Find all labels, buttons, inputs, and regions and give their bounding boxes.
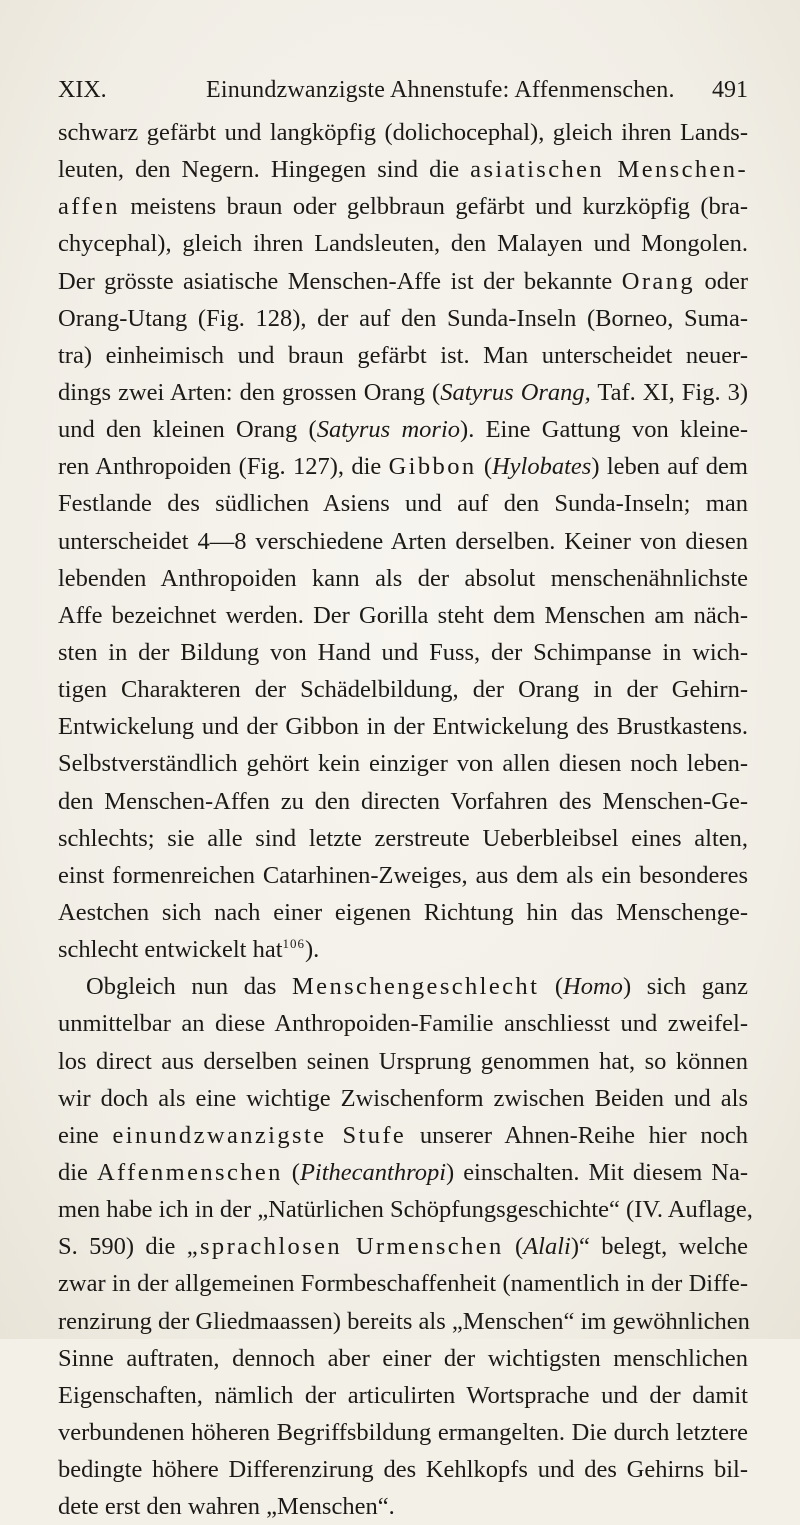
text-line: Obgleich nun das Menschengeschlecht (Homo) sich ganz bbox=[86, 973, 748, 1001]
text-line: bedingte höhere Differenzirung des Kehlkopfs und des Gehirns bil- bbox=[58, 1456, 748, 1484]
spaced-term: Orang bbox=[621, 267, 695, 295]
text-line: dete erst den wahren „Menschen“. bbox=[58, 1493, 395, 1521]
text-line: wir doch als eine wichtige Zwischenform zwischen Beiden und als bbox=[58, 1084, 748, 1112]
text-line: zwar in der allgemeinen Formbeschaffenheit (namentlich in der Diffe- bbox=[58, 1270, 748, 1298]
text-line: lebenden Anthropoiden kann als der absolut menschenähnlichste bbox=[58, 564, 748, 592]
text-line: eine einundzwanzigste Stufe unserer Ahnen-Reihe hier noch bbox=[58, 1121, 749, 1149]
text-line: unmittelbar an diese Anthropoiden-Familie anschliesst und zweifel- bbox=[58, 1010, 748, 1038]
text-line: leuten, den Negern. Hingegen sind die asiatischen Menschen- bbox=[58, 156, 749, 184]
species-name: Satyrus Orang, bbox=[440, 378, 591, 406]
text-line: ren Anthropoiden (Fig. 127), die Gibbon (Hylobates) leben auf dem bbox=[58, 453, 748, 481]
section-number: XIX. bbox=[58, 77, 107, 103]
page-number: 491 bbox=[712, 77, 748, 103]
spaced-term: asiatischen Menschen- bbox=[470, 156, 749, 184]
spaced-term: Affenmenschen bbox=[96, 1158, 283, 1186]
text-line: Entwickelung und der Gibbon in der Entwickelung des Brustkastens. bbox=[58, 713, 748, 741]
text-line: Eigenschaften, nämlich der articulirten Wortsprache und der damit bbox=[58, 1381, 748, 1409]
body-text bbox=[58, 114, 753, 1525]
text-line: tigen Charakteren der Schädelbildung, der Orang in der Gehirn- bbox=[58, 676, 748, 704]
spaced-term: „sprachlosen Urmenschen bbox=[186, 1233, 504, 1261]
running-header bbox=[58, 73, 748, 107]
text-line: S. 590) die „sprachlosen Urmenschen (Alali)“ belegt, welche bbox=[58, 1233, 748, 1261]
genus-name: Alali bbox=[523, 1233, 571, 1261]
text-line: dings zwei Arten: den grossen Orang (Satyrus Orang, Taf. XI, Fig. 3) bbox=[58, 378, 748, 406]
text-line: schlechts; sie alle sind letzte zerstreute Ueberbleibsel eines alten, bbox=[58, 824, 748, 852]
text-line: Der grösste asiatische Menschen-Affe ist der bekannte Orang oder bbox=[58, 267, 749, 295]
running-title: Einundzwanzigste Ahnenstufe: Affenmenschen. bbox=[206, 77, 675, 103]
footnote-ref: 106 bbox=[282, 936, 305, 952]
text-line: renzirung der Gliedmaassen) bereits als „Menschen“ im gewöhnlichen bbox=[58, 1307, 750, 1335]
text-line: Affe bezeichnet werden. Der Gorilla steht dem Menschen am näch- bbox=[58, 601, 748, 629]
text-line: Orang-Utang (Fig. 128), der auf den Sunda-Inseln (Borneo, Suma- bbox=[58, 304, 748, 332]
text-line: den Menschen-Affen zu den directen Vorfahren des Menschen-Ge- bbox=[58, 787, 748, 815]
text-line: Sinne auftraten, dennoch aber einer der wichtigsten menschlichen bbox=[58, 1344, 748, 1372]
text-line: einst formenreichen Catarhinen-Zweiges, aus dem als ein besonderes bbox=[58, 861, 748, 889]
spaced-term: Menschengeschlecht bbox=[292, 973, 540, 1001]
text-line: tra) einheimisch und braun gefärbt ist. Man unterscheidet neuer- bbox=[58, 341, 748, 369]
text-line: affen meistens braun oder gelbbraun gefärbt und kurzköpfig (bra- bbox=[58, 193, 748, 221]
text-line: unterscheidet 4—8 verschiedene Arten derselben. Keiner von diesen bbox=[58, 527, 748, 555]
text-line: verbundenen höheren Begriffsbildung ermangelten. Die durch letztere bbox=[58, 1418, 748, 1446]
text-line: los direct aus derselben seinen Ursprung genommen hat, so können bbox=[58, 1047, 748, 1075]
text-line: sten in der Bildung von Hand und Fuss, der Schimpanse in wich- bbox=[58, 638, 748, 666]
text-line: Selbstverständlich gehört kein einziger von allen diesen noch leben- bbox=[58, 750, 748, 778]
text-line: chycephal), gleich ihren Landsleuten, den Malayen und Mongolen. bbox=[58, 230, 748, 258]
spaced-term: einundzwanzigste Stufe bbox=[112, 1121, 407, 1149]
text-line: schwarz gefärbt und langköpfig (dolichocephal), gleich ihren Lands- bbox=[58, 119, 748, 146]
text-line: Aestchen sich nach einer eigenen Richtung hin das Menschenge- bbox=[58, 898, 748, 926]
spaced-term: affen bbox=[58, 193, 120, 221]
text-line: die Affenmenschen (Pithecanthropi) einschalten. Mit diesem Na- bbox=[58, 1158, 748, 1186]
species-name: Satyrus morio bbox=[316, 416, 461, 444]
genus-name: Hylobates bbox=[491, 453, 592, 481]
text-line: men habe ich in der „Natürlichen Schöpfungsgeschichte“ (IV. Auflage, bbox=[58, 1196, 753, 1224]
genus-name: Pithecanthropi bbox=[299, 1158, 447, 1186]
genus-name: Homo bbox=[563, 973, 623, 1001]
text-line: Festlande des südlichen Asiens und auf den Sunda-Inseln; man bbox=[58, 490, 748, 518]
text-line: schlecht entwickelt hat$^{106}$). bbox=[58, 936, 320, 964]
text-line: und den kleinen Orang (Satyrus morio). Eine Gattung von kleine- bbox=[58, 416, 748, 444]
spaced-term: Gibbon bbox=[388, 453, 477, 481]
